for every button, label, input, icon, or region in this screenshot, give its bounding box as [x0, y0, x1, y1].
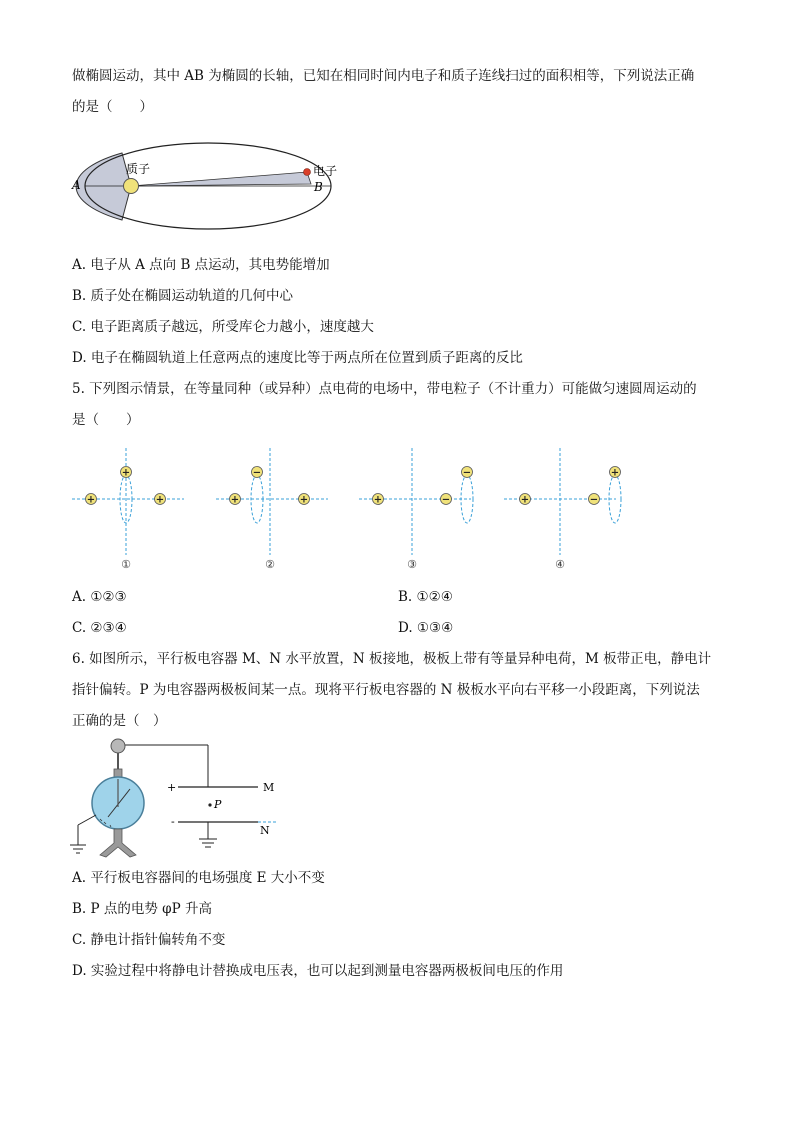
charge-p4-right-sign: − — [589, 494, 599, 506]
q6-option-d: D. 实验过程中将静电计替换成电压表，也可以起到测量电容器两极板间电压的作用 — [72, 963, 564, 979]
electrometer-knob — [111, 739, 125, 753]
q5-option-a: A. ①②③ — [72, 589, 127, 605]
charge-p4-top-sign: + — [610, 467, 620, 479]
charge-p3-right-sign: − — [441, 494, 451, 506]
q4-option-c: C. 电子距离质子越远，所受库仑力越小，速度越大 — [72, 319, 374, 335]
charge-p2-top-sign: − — [252, 467, 262, 479]
charge-p4-left-sign: + — [520, 494, 530, 506]
charge-p1-left-sign: + — [86, 494, 96, 506]
q6-stem-line2: 指针偏转。P 为电容器两极板间某一点。现将平行板电容器的 N 极板水平向右平移一小段距离，下列说法 — [72, 682, 700, 698]
q6-option-b: B. P 点的电势 φP 升高 — [72, 901, 212, 917]
proton-label: 质子 — [126, 162, 151, 176]
point-b-label: B — [314, 180, 323, 194]
point-p — [208, 803, 211, 806]
charge-p2-right-sign: + — [299, 494, 309, 506]
q5-stem-line1: 5. 下列图示情景，在等量同种（或异种）点电荷的电场中，带电粒子（不计重力）可能做匀速圆周运动的 — [72, 381, 697, 397]
q5-option-b: B. ①②④ — [398, 589, 453, 605]
q5-option-d: D. ①③④ — [398, 620, 454, 636]
q4-stem-line1: 做椭圆运动，其中 AB 为椭圆的长轴，已知在相同时间内电子和质子连线扫过的面积相等，下列说法正确 — [72, 68, 695, 84]
q4-option-a: A. 电子从 A 点向 B 点运动，其电势能增加 — [72, 257, 330, 273]
q6-capacitor-figure — [66, 735, 286, 865]
charge-p3-top-sign: − — [462, 467, 472, 479]
q6-stem-line3: 正确的是（ ） — [72, 713, 167, 729]
q6-option-a: A. 平行板电容器间的电场强度 E 大小不变 — [72, 870, 325, 886]
plus-sign: + — [167, 781, 177, 794]
electrometer-stand — [100, 829, 136, 857]
electron-label: 电子 — [313, 164, 338, 178]
q6-option-c: C. 静电计指针偏转角不变 — [72, 932, 226, 948]
point-p-label: P — [214, 798, 222, 811]
plate-m-label: M — [263, 781, 275, 794]
panel-label-1: ① — [121, 558, 131, 571]
q4-option-d: D. 电子在椭圆轨道上任意两点的速度比等于两点所在位置到质子距离的反比 — [72, 350, 523, 366]
plate-n-label: N — [260, 824, 270, 837]
q5-option-c: C. ②③④ — [72, 620, 127, 636]
charge-p1-right-sign: + — [155, 494, 165, 506]
charge-p1-top-sign: + — [121, 467, 131, 479]
q5-charge-figures — [66, 440, 646, 575]
panel-label-2: ② — [265, 558, 275, 571]
panel-label-4: ④ — [555, 558, 565, 571]
q6-stem-line1: 6. 如图所示，平行板电容器 M、N 水平放置，N 板接地，极板上带有等量异种电荷，M 板带正电，静电计 — [72, 651, 712, 667]
charge-p2-left-sign: + — [230, 494, 240, 506]
q4-option-b: B. 质子处在椭圆运动轨道的几何中心 — [72, 288, 294, 304]
minus-sign: - — [171, 815, 175, 828]
panel-label-3: ③ — [407, 558, 417, 571]
q4-stem-line2: 的是（ ） — [72, 99, 153, 115]
electron — [304, 169, 311, 176]
q4-ellipse-figure — [66, 140, 338, 235]
swept-area-near-b — [131, 172, 311, 186]
point-a-label: A — [72, 178, 81, 192]
q5-stem-line2: 是（ ） — [72, 412, 140, 428]
charge-p3-left-sign: + — [373, 494, 383, 506]
proton — [124, 179, 139, 194]
